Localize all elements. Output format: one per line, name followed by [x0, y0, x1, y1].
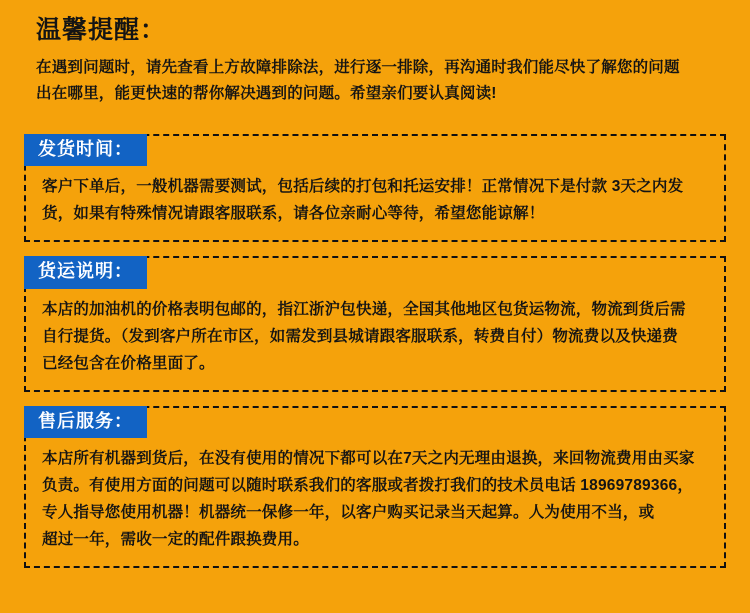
notice-body: [36, 55, 714, 108]
section-shipping-time: [24, 134, 726, 243]
notice-line: 出在哪里，能更快速的帮你解决遇到的问题。希望亲们要认真阅读!: [36, 85, 497, 103]
section-line: 负责。有使用方面的问题可以随时联系我们的客服或者拨打我们的技术员电话 18969789366，: [42, 477, 694, 495]
section-line: 本店的加油机的价格表明包邮的，指江浙沪包快递，全国其他地区包货运物流，物流到货后需: [42, 300, 686, 318]
section-line: 本店所有机器到货后，在没有使用的情况下都可以在7天之内无理由退换，来回物流费用由买家: [42, 450, 695, 468]
section-line: 专人指导您使用机器！机器统一保修一年，以客户购买记录当天起算。人为使用不当，或: [42, 504, 655, 522]
section-header: 货运说明：: [24, 256, 147, 289]
section-body: [26, 289, 724, 380]
section-freight-info: [24, 256, 726, 392]
section-body: [26, 438, 724, 556]
section-header: 售后服务：: [24, 406, 147, 439]
notice-title: 温馨提醒：: [36, 16, 167, 44]
notice-block: [0, 0, 750, 108]
section-header: 发货时间：: [24, 134, 147, 167]
section-line: 货，如果有特殊情况请跟客服联系，请各位亲耐心等待，希望您能谅解！: [42, 205, 545, 223]
section-body: [26, 166, 724, 230]
section-line: 已经包含在价格里面了。: [42, 354, 215, 372]
section-line: 客户下单后，一般机器需要测试，包括后续的打包和托运安排！正常情况下是付款 3天之内发: [42, 178, 684, 196]
sections-container: [24, 134, 726, 569]
notice-line: 在遇到问题时，请先查看上方故障排除法，进行逐一排除，再沟通时我们能尽快了解您的问题: [36, 58, 680, 76]
section-after-sales: [24, 406, 726, 568]
section-line: 自行提货。（发到客户所在市区，如需发到县城请跟客服联系，转费自付）物流费以及快递费: [42, 327, 678, 345]
section-line: 超过一年，需收一定的配件跟换费用。: [42, 531, 309, 549]
